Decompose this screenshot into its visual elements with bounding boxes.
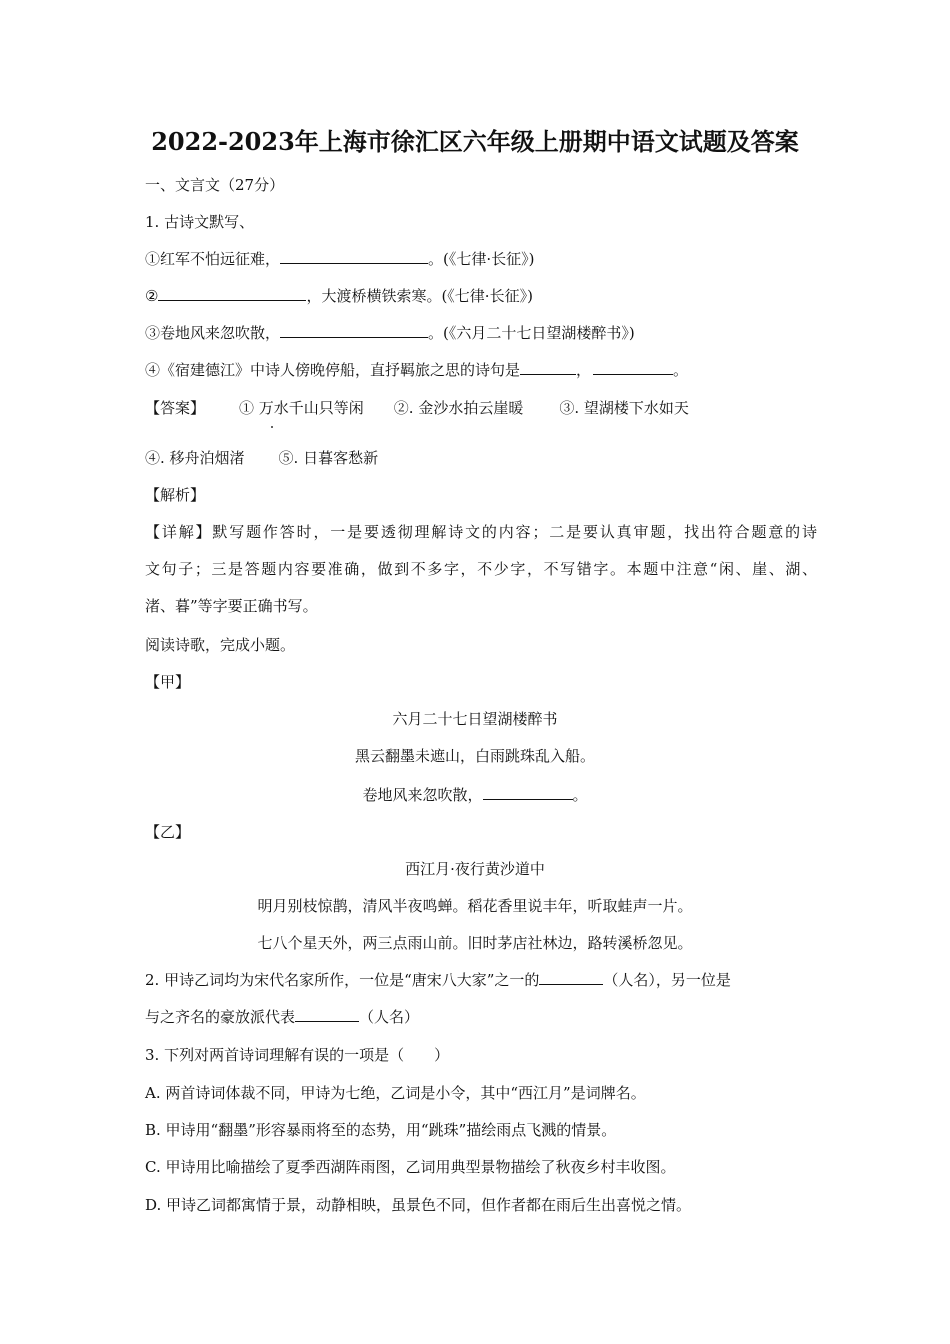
item-1-prefix: ①红军不怕远征难， — [145, 250, 281, 268]
poem-b-line-2: 七八个星天外，两三点雨山前。旧时茅店社林边，路转溪桥忽见。 — [257, 934, 693, 952]
question-3-stem: 3. 下列对两首诗词理解有误的一项是（ ） — [145, 1046, 450, 1064]
poem-b-label: 【乙】 — [145, 823, 191, 841]
answer-blank[interactable] — [539, 970, 603, 985]
question-1-item-2 — [145, 286, 533, 306]
poem-a-line-1: 黑云翻墨未遮山，白雨跳珠乱入船。 — [354, 747, 595, 765]
answer-blank[interactable] — [483, 785, 573, 800]
item-3-prefix: ③卷地风来忽吹散， — [145, 324, 281, 342]
page-title: 2022-2023年上海市徐汇区六年级上册期中语文试题及答案 — [151, 127, 799, 156]
q2-line-2-suffix: （人名） — [359, 1008, 420, 1026]
option-b: B. 甲诗用“翻墨”形容暴雨将至的态势，用“跳珠”描绘雨点飞溅的情景。 — [145, 1121, 617, 1139]
answer-blank[interactable] — [280, 249, 428, 264]
item-4-suffix: 。 — [673, 361, 689, 379]
poem-a-line-2-prefix: 卷地风来忽吹散， — [362, 786, 483, 804]
answer-4: ④. 移舟泊烟渚 — [145, 449, 245, 467]
poem-b-title: 西江月·夜行黄沙道中 — [405, 860, 545, 878]
poem-a-title: 六月二十七日望湖楼醉书 — [392, 710, 558, 728]
answer-3: ③. 望湖楼下水如天 — [559, 399, 689, 417]
question-2-line-1 — [145, 970, 731, 990]
poem-a-label: 【甲】 — [145, 673, 191, 691]
answer-label: 【答案】 — [145, 399, 206, 417]
emphasis-dot — [271, 426, 273, 428]
question-2-line-2 — [145, 1007, 419, 1027]
detail-line-3: 渚、暮”等字要正确书写。 — [145, 597, 318, 615]
q2-line-1-prefix: 2. 甲诗乙词均为宋代名家所作，一位是“唐宋八大家”之一的 — [145, 971, 540, 989]
answer-5: ⑤. 日暮客愁新 — [278, 449, 379, 467]
question-1-item-1 — [145, 249, 535, 269]
option-d: D. 甲诗乙词都寓情于景，动静相映，虽景色不同，但作者都在雨后生出喜悦之情。 — [145, 1196, 692, 1214]
question-1-item-3 — [145, 323, 635, 343]
item-1-suffix: 。(《七律·长征》) — [428, 250, 535, 268]
answer-blank[interactable] — [593, 360, 673, 375]
item-2-prefix: ② — [145, 287, 159, 305]
analysis-label: 【解析】 — [145, 486, 206, 504]
reading-intro: 阅读诗歌，完成小题。 — [145, 636, 296, 654]
item-4-prefix: ④《宿建德江》中诗人傍晚停船，直抒羁旅之思的诗句是 — [145, 361, 521, 379]
question-1-item-4 — [145, 360, 688, 380]
detail-line-2: 文句子；三是答题内容要准确，做到不多字，不少字，不写错字。本题中注意“闲、崖、湖、 — [145, 560, 817, 578]
poem-a-line-2 — [0, 785, 950, 805]
q2-line-2-prefix: 与之齐名的豪放派代表 — [145, 1008, 296, 1026]
answer-blank[interactable] — [158, 286, 306, 301]
poem-a-line-2-suffix: 。 — [572, 786, 588, 804]
answer-blank[interactable] — [520, 360, 576, 375]
poem-b-line-1: 明月别枝惊鹊，清风半夜鸣蝉。稻花香里说丰年，听取蛙声一片。 — [257, 897, 693, 915]
item-3-suffix: 。(《六月二十七日望湖楼醉书》) — [428, 324, 635, 342]
q2-line-1-suffix: （人名），另一位是 — [603, 971, 731, 989]
item-4-separator: ， — [576, 361, 592, 379]
answer-2: ②. 金沙水拍云崖暖 — [393, 399, 524, 417]
question-1-stem: 1. 古诗文默写、 — [145, 213, 255, 231]
answer-1: ① 万水千山只等闲 — [239, 399, 364, 417]
answer-row-1 — [145, 398, 689, 418]
option-c: C. 甲诗用比喻描绘了夏季西湖阵雨图，乙词用典型景物描绘了秋夜乡村丰收图。 — [145, 1158, 676, 1176]
answer-row-2 — [145, 448, 378, 468]
answer-blank[interactable] — [295, 1007, 359, 1022]
item-2-suffix: ，大渡桥横铁索寒。(《七律·长征》) — [306, 287, 533, 305]
detail-line-1: 【详解】默写题作答时，一是要透彻理解诗文的内容；二是要认真审题，找出符合题意的诗 — [145, 523, 817, 541]
section-heading: 一、文言文（27分） — [145, 176, 285, 194]
option-a: A. 两首诗词体裁不同，甲诗为七绝，乙词是小令，其中“西江月”是词牌名。 — [145, 1084, 646, 1102]
answer-blank[interactable] — [280, 323, 428, 338]
